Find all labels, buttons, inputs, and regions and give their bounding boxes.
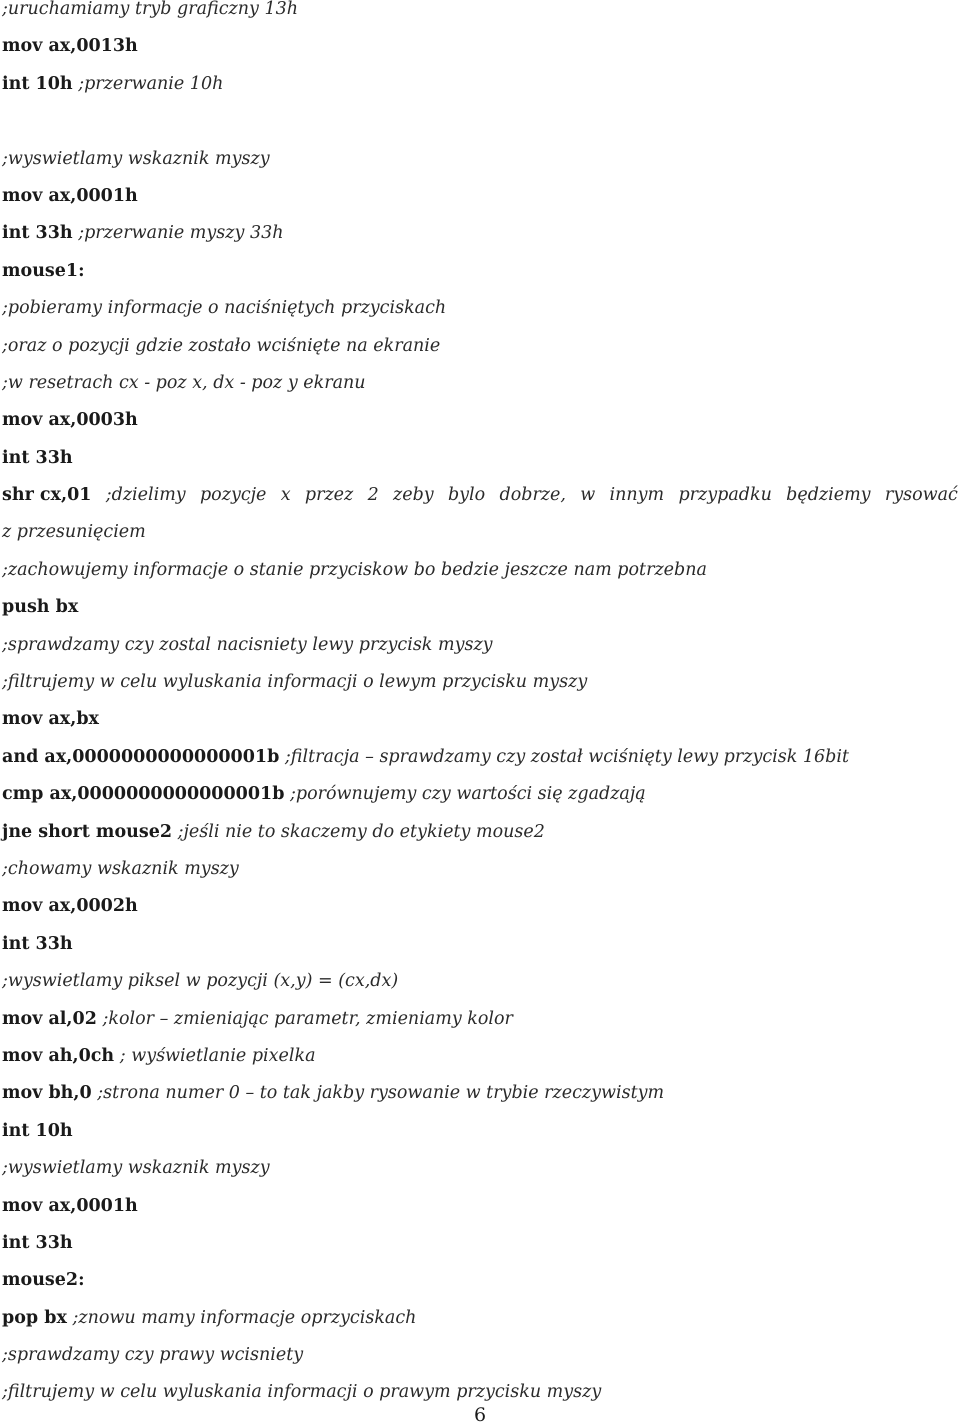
code-line bbox=[2, 66, 958, 103]
code-line bbox=[2, 1075, 958, 1112]
page-number: 6 bbox=[473, 1404, 487, 1426]
comment: ;sprawdzamy czy zostal nacisniety lewy przycisk myszy bbox=[2, 634, 493, 655]
comment: ;przerwanie 10h bbox=[78, 73, 224, 94]
code-line bbox=[2, 141, 958, 178]
comment: ;zachowujemy informacje o stanie przyciskow bo bedzie jeszcze nam potrzebna bbox=[2, 559, 707, 580]
comment-word: pozycje bbox=[199, 485, 267, 506]
instruction: int 33h bbox=[2, 1232, 73, 1253]
code-line bbox=[2, 1038, 958, 1075]
code-line bbox=[2, 701, 958, 738]
comment: z przesunięciem bbox=[2, 522, 146, 543]
comment-word: x bbox=[280, 485, 291, 506]
instruction: mov ax,bx bbox=[2, 709, 99, 730]
instruction: mov ax,0001h bbox=[2, 185, 138, 206]
comment: ;pobieramy informacje o naciśniętych przyciskach bbox=[2, 298, 447, 319]
assembly-code-listing bbox=[2, 0, 958, 1412]
code-line bbox=[2, 627, 958, 664]
comment: ;jeśli nie to skaczemy do etykiety mouse2 bbox=[177, 821, 545, 842]
comment: ;uruchamiamy tryb graficzny 13h bbox=[2, 0, 298, 19]
comment-word: bylo bbox=[447, 485, 486, 506]
comment-word: będziemy bbox=[786, 485, 871, 506]
comment: ;w resetrach cx - poz x, dx - poz y ekranu bbox=[2, 372, 366, 393]
instruction: int 10h bbox=[2, 1120, 73, 1141]
code-line bbox=[2, 739, 958, 776]
code-line bbox=[2, 1300, 958, 1337]
code-line bbox=[2, 1188, 958, 1225]
code-line bbox=[2, 814, 958, 851]
instruction: mov bh,0 bbox=[2, 1083, 92, 1104]
comment: ;sprawdzamy czy prawy wcisniety bbox=[2, 1345, 304, 1366]
comment: ;filtracja – sprawdzamy czy został wciśnięty lewy przycisk 16bit bbox=[284, 746, 849, 767]
comment: ;wyswietlamy wskaznik myszy bbox=[2, 1158, 270, 1179]
instruction: mouse2: bbox=[2, 1270, 85, 1291]
code-line bbox=[2, 1337, 958, 1374]
code-line bbox=[2, 28, 958, 65]
instruction: int 33h bbox=[2, 223, 73, 244]
instruction: mov ax,0002h bbox=[2, 896, 138, 917]
instruction: mov al,02 bbox=[2, 1008, 97, 1029]
comment-word: 2 bbox=[367, 485, 379, 506]
comment: ;filtrujemy w celu wyluskania informacji o prawym przycisku myszy bbox=[2, 1382, 602, 1403]
code-line bbox=[2, 851, 958, 888]
comment: ;chowamy wskaznik myszy bbox=[2, 858, 239, 879]
instruction: cmp ax,0000000000000001b bbox=[2, 784, 285, 805]
comment: ;strona numer 0 – to tak jakby rysowanie w trybie rzeczywistym bbox=[97, 1083, 665, 1104]
instruction: mov ax,0001h bbox=[2, 1195, 138, 1216]
code-line bbox=[2, 477, 958, 514]
instruction: pop bx bbox=[2, 1307, 67, 1328]
comment: ;przerwanie myszy 33h bbox=[78, 223, 284, 244]
comment: ;porównujemy czy wartości się zgadzają bbox=[290, 784, 646, 805]
code-line bbox=[2, 664, 958, 701]
code-line bbox=[2, 1225, 958, 1262]
instruction: mov ax,0013h bbox=[2, 36, 138, 57]
comment-word: rysować bbox=[884, 485, 958, 506]
code-line bbox=[2, 0, 958, 28]
code-line bbox=[2, 552, 958, 589]
comment: ;wyswietlamy wskaznik myszy bbox=[2, 148, 270, 169]
code-line bbox=[2, 776, 958, 813]
code-line bbox=[2, 888, 958, 925]
comment-word: dobrze, bbox=[499, 485, 566, 506]
comment: ; wyświetlanie pixelka bbox=[119, 1045, 316, 1066]
code-line bbox=[2, 215, 958, 252]
code-line bbox=[2, 1001, 958, 1038]
instruction: mov ah,0ch bbox=[2, 1045, 115, 1066]
code-line bbox=[2, 514, 958, 551]
code-line bbox=[2, 926, 958, 963]
instruction: and ax,0000000000000001b bbox=[2, 746, 280, 767]
code-line bbox=[2, 290, 958, 327]
code-line bbox=[2, 589, 958, 626]
code-line bbox=[2, 1150, 958, 1187]
comment: ;wyswietlamy piksel w pozycji (x,y) = (cx,dx) bbox=[2, 971, 399, 992]
comment-word: innym bbox=[609, 485, 665, 506]
instruction: mouse1: bbox=[2, 260, 85, 281]
comment: ;kolor – zmieniając parametr, zmieniamy kolor bbox=[102, 1008, 513, 1029]
code-line bbox=[2, 178, 958, 215]
instruction: push bx bbox=[2, 597, 79, 618]
instruction: jne short mouse2 bbox=[2, 821, 173, 842]
instruction: int 10h bbox=[2, 73, 73, 94]
code-line bbox=[2, 402, 958, 439]
code-line bbox=[2, 440, 958, 477]
instruction: int 33h bbox=[2, 933, 73, 954]
comment-word: w bbox=[580, 485, 596, 506]
code-line bbox=[2, 963, 958, 1000]
comment-word: ;dzielimy bbox=[105, 485, 186, 506]
comment-word: przypadku bbox=[678, 485, 772, 506]
instruction: mov ax,0003h bbox=[2, 410, 138, 431]
code-line bbox=[2, 1262, 958, 1299]
code-line bbox=[2, 328, 958, 365]
comment-word: zeby bbox=[393, 485, 434, 506]
comment: ;znowu mamy informacje oprzyciskach bbox=[72, 1307, 417, 1328]
code-line bbox=[2, 253, 958, 290]
instruction: shr cx,01 bbox=[2, 485, 92, 506]
comment: ;filtrujemy w celu wyluskania informacji o lewym przycisku myszy bbox=[2, 672, 588, 693]
comment: ;oraz o pozycji gdzie zostało wciśnięte na ekranie bbox=[2, 335, 441, 356]
code-line bbox=[2, 1113, 958, 1150]
code-line bbox=[2, 365, 958, 402]
blank-line bbox=[2, 103, 958, 140]
comment-word: przez bbox=[304, 485, 354, 506]
instruction: int 33h bbox=[2, 447, 73, 468]
